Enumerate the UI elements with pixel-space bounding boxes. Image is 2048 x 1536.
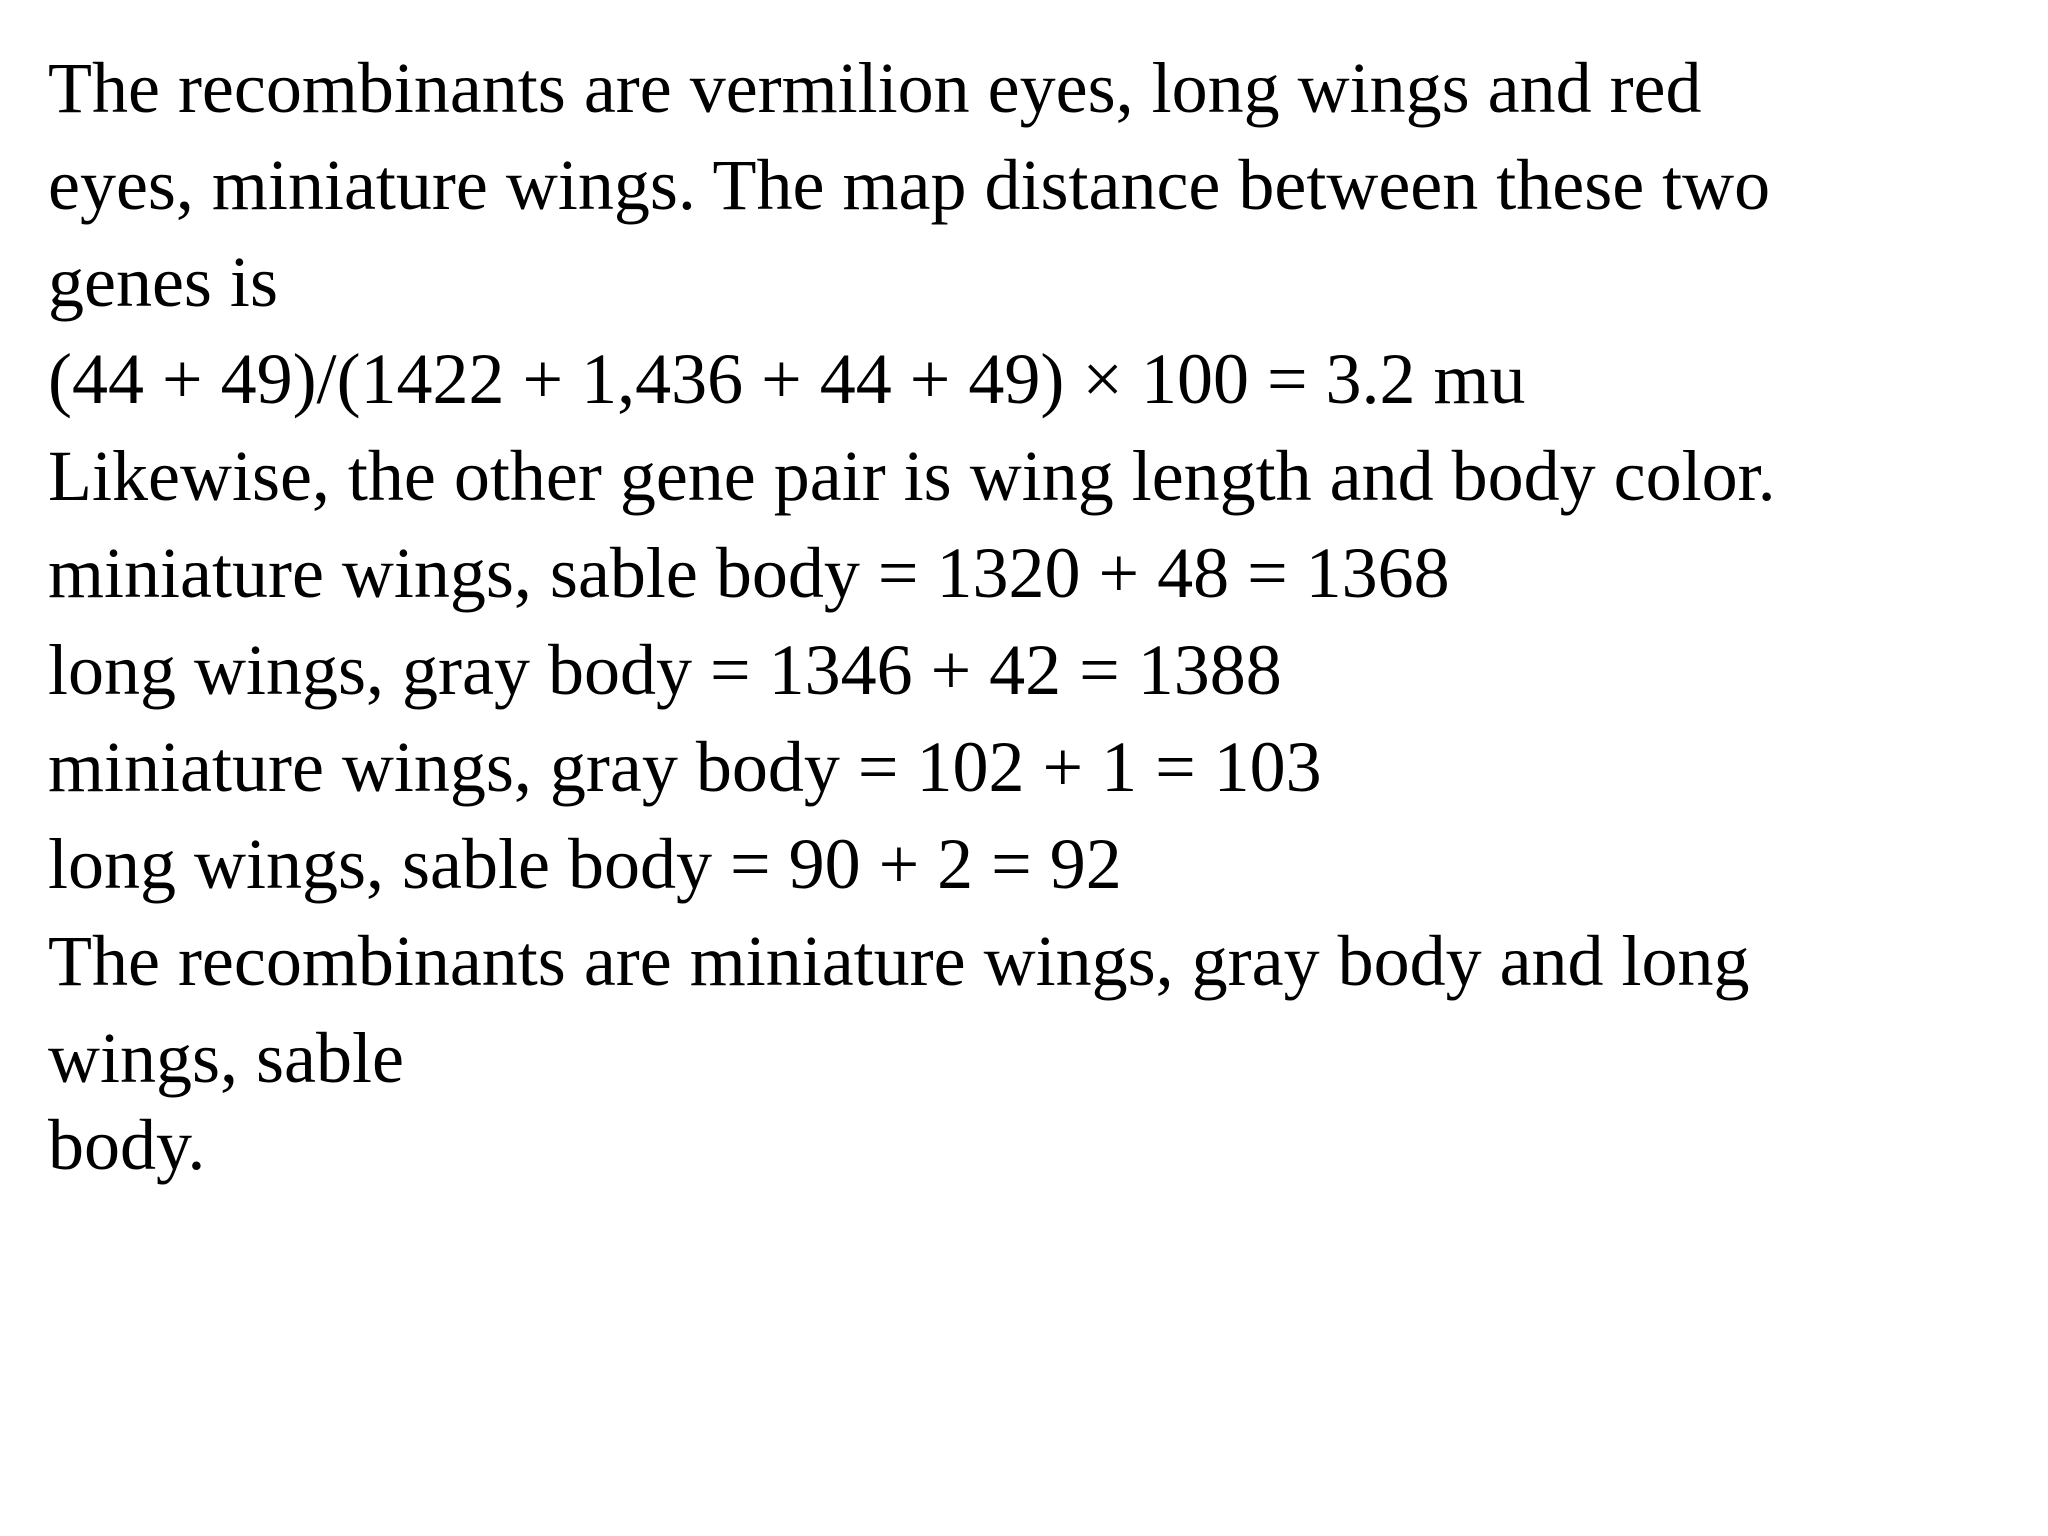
formula-line: (44 + 49)/(1422 + 1,436 + 44 + 49) × 100 = 3.2 mu <box>48 339 1526 419</box>
text-line-1: The recombinants are vermilion eyes, long wings and red <box>48 48 1702 128</box>
text-line-5: Likewise, the other gene pair is wing length and body color. <box>48 436 1776 516</box>
text-line-3: genes is <box>48 242 278 322</box>
text-line-11: wings, sable <box>48 1018 404 1098</box>
text-line-10: The recombinants are miniature wings, gray body and long <box>48 921 1750 1001</box>
phenotype-long-gray: long wings, gray body = 1346 + 42 = 1388 <box>48 630 1282 710</box>
phenotype-long-sable: long wings, sable body = 90 + 2 = 92 <box>48 824 1122 904</box>
text-line-2: eyes, miniature wings. The map distance between these two <box>48 145 1771 225</box>
document-body <box>48 40 2028 1194</box>
phenotype-miniature-gray: miniature wings, gray body = 102 + 1 = 103 <box>48 727 1322 807</box>
text-line-12: body. <box>48 1105 206 1185</box>
phenotype-miniature-sable: miniature wings, sable body = 1320 + 48 = 1368 <box>48 533 1450 613</box>
